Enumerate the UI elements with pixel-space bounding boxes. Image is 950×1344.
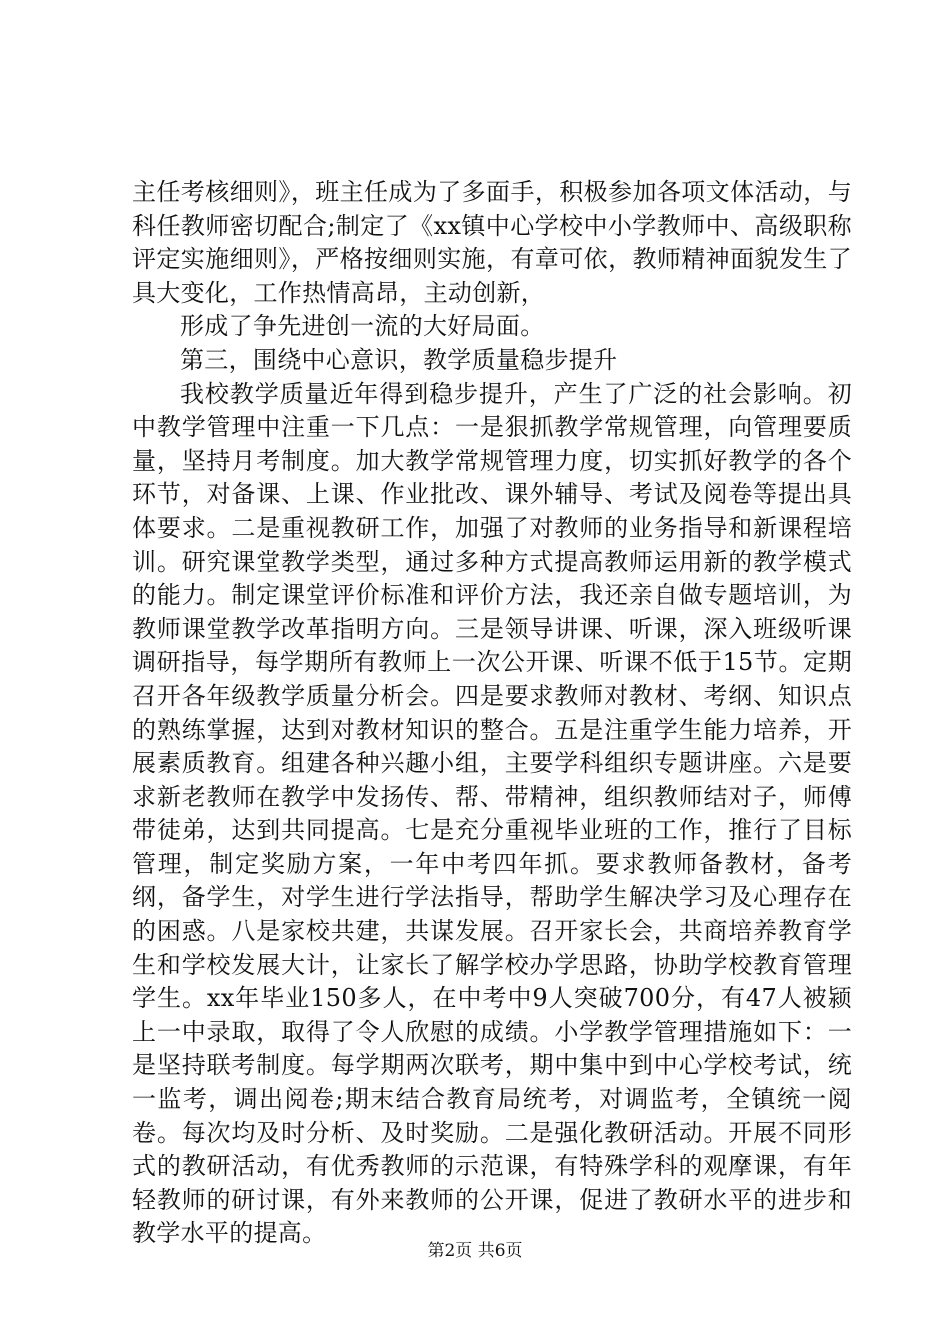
paragraph-teaching-quality: 我校教学质量近年得到稳步提升，产生了广泛的社会影响。初中教学管理中注重一下几点：一是狠抓教学常规管理，向管理要质量，坚持月考制度。加大教学常规管理力度，切实抓好教学的各个环节，对备课、上课、作业批改、课外辅导、考试及阅卷等提出具体要求。二是重视教研工作，加强了对教师的业务指导和新课程培训。研究课堂教学类型，通过多种方式提高教师运用新的教学模式的能力。制定课堂评价标准和评价方法，我还亲自做专题培训，为教师课堂教学改革指明方向。三是领导讲课、听课，深入班级听课调研指导，每学期所有教师上一次公开课、听课不低于15节。定期召开各年级教学质量分析会。四是要求教师对教材、考纲、知识点的熟练掌握，达到对教材知识的整合。五是注重学生能力培养，开展素质教育。组建各种兴趣小组，主要学科组织专题讲座。六是要求新老教师在教学中发扬传、帮、带精神，组织教师结对子，师傅带徒弟，达到共同提高。七是充分重视毕业班的工作，推行了目标管理，制定奖励方案，一年中考四年抓。要求教师备教材，备考纲，备学生，对学生进行学法指导，帮助学生解决学习及心理存在的困惑。八是家校共建，共谋发展。召开家长会，共商培养教育学生和学校发展大计，让家长了解学校办学思路，协助学校教育管理学生。xx年毕业150多人，在中考中9人突破700分，有47人被颍上一中录取，取得了令人欣慰的成绩。小学教学管理措施如下：一是坚持联考制度。每学期两次联考，期中集中到中心学校考试，统一监考，调出阅卷;期末结合教育局统考，对调监考，全镇统一阅卷。每次均及时分析、及时奖励。二是强化教研活动。开展不同形式的教研活动，有优秀教师的示范课，有特殊学科的观摩课，有年轻教师的研讨课，有外来教师的公开课，促进了教研水平的进步和教学水平的提高。 bbox=[132, 379, 852, 1248]
paragraph-closing-line: 形成了争先进创一流的大好局面。 bbox=[180, 312, 545, 341]
section-heading: 第三，围绕中心意识，教学质量稳步提升 bbox=[180, 345, 618, 374]
body-text bbox=[132, 176, 852, 1251]
page-number-footer: 第2页 共6页 bbox=[427, 1241, 523, 1261]
paragraph-continuation: 主任考核细则》，班主任成为了多面手，积极参加各项文体活动，与科任教师密切配合;制定了《xx镇中心学校中小学教师中、高级职称评定实施细则》，严格按细则实施，有章可依，教师精神面貌发生了具大变化，工作热情高昂，主动创新， bbox=[132, 178, 852, 307]
